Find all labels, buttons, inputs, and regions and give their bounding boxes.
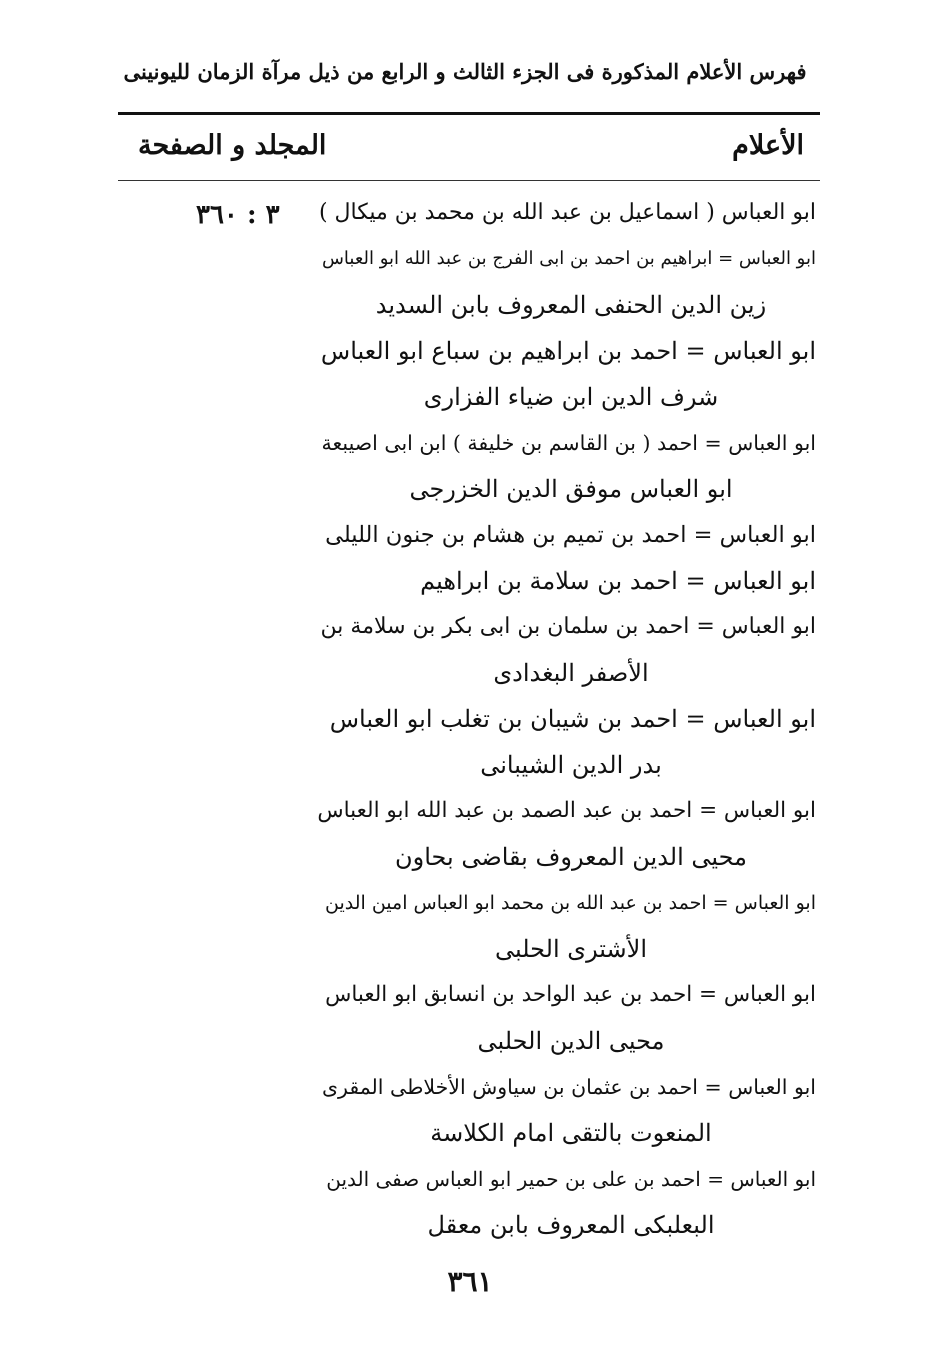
index-entry xyxy=(316,880,816,972)
entry-line: ابو العباس = احمد بن عثمان بن سياوش الأخلاطى المقرى xyxy=(321,1075,816,1099)
entry-continuation: بدر الدين الشيبانى xyxy=(480,751,662,779)
index-entry xyxy=(316,1156,816,1248)
column-header-volume-page: المجلد و الصفحة xyxy=(138,130,327,161)
entry-line: ابو العباس = احمد بن عبد الصمد بن عبد الله ابو العباس xyxy=(317,798,816,823)
entry-continuation: محيى الدين الحلبى xyxy=(477,1027,665,1055)
entry-continuation: زين الدين الحنفى المعروف بابن السديد xyxy=(375,291,767,319)
entry-line: ابو العباس ( اسماعيل بن عبد الله بن محمد بن ميكال ) xyxy=(318,200,816,225)
entry-line: ابو العباس = احمد بن سلامة بن ابراهيم xyxy=(420,567,816,595)
entry-continuation: الأصفر البغدادى xyxy=(493,659,649,687)
index-entry xyxy=(316,512,816,558)
entry-line: ابو العباس = احمد بن عبد الواحد بن انسابق ابو العباس xyxy=(325,982,816,1007)
entry-line: ابو العباس = احمد بن سلمان بن ابى بكر بن سلامة بن xyxy=(320,614,816,639)
entry-continuation: محيى الدين المعروف بقاضى بحاون xyxy=(395,843,747,871)
header-rule xyxy=(118,112,820,115)
entry-continuation: البعلبكى المعروف بابن معقل xyxy=(427,1211,715,1239)
page-title: فهرس الأعلام المذكورة فى الجزء الثالث و الرابع من ذيل مرآة الزمان لليونينى xyxy=(123,59,807,84)
column-header-rule xyxy=(118,180,820,181)
entry-line: ابو العباس = ابراهيم بن احمد بن ابى الفرج بن عبد الله ابو العباس xyxy=(321,248,816,269)
column-header-names: الأعلام xyxy=(732,130,804,161)
entry-continuation: شرف الدين ابن ضياء الفزارى xyxy=(423,383,719,411)
entry-reference: ٣ : ٣٦٠ xyxy=(196,200,280,230)
entry-line: ابو العباس = احمد بن ابراهيم بن سباع ابو العباس xyxy=(320,337,816,365)
index-entry xyxy=(316,236,816,328)
page-number: ٣٦١ xyxy=(447,1265,493,1298)
index-entry xyxy=(316,328,816,420)
index-entry xyxy=(316,1064,816,1156)
entry-line: ابو العباس = احمد بن على بن حمير ابو العباس صفى الدين xyxy=(326,1167,816,1191)
entry-continuation: المنعوت بالتقى امام الكلاسة xyxy=(430,1119,712,1147)
index-entry xyxy=(316,420,816,512)
entry-line: ابو العباس = احمد ( بن القاسم بن خليفة ) ابن ابى اصيبعة xyxy=(321,431,816,455)
index-entry xyxy=(316,190,816,236)
index-entry xyxy=(316,972,816,1064)
entry-continuation: الأشترى الحلبى xyxy=(494,935,648,963)
entry-line: ابو العباس = احمد بن شيبان بن تغلب ابو العباس xyxy=(329,705,816,733)
index-entry xyxy=(316,788,816,880)
entry-continuation: ابو العباس موفق الدين الخزرجى xyxy=(409,475,733,503)
entry-line: ابو العباس = احمد بن عبد الله بن محمد ابو العباس امين الدين xyxy=(325,892,816,914)
index-entries xyxy=(316,190,816,1248)
entry-line: ابو العباس = احمد بن تميم بن هشام بن جنون الليلى xyxy=(325,522,816,548)
index-entry xyxy=(316,696,816,788)
index-entry xyxy=(316,558,816,604)
index-entry xyxy=(316,604,816,696)
